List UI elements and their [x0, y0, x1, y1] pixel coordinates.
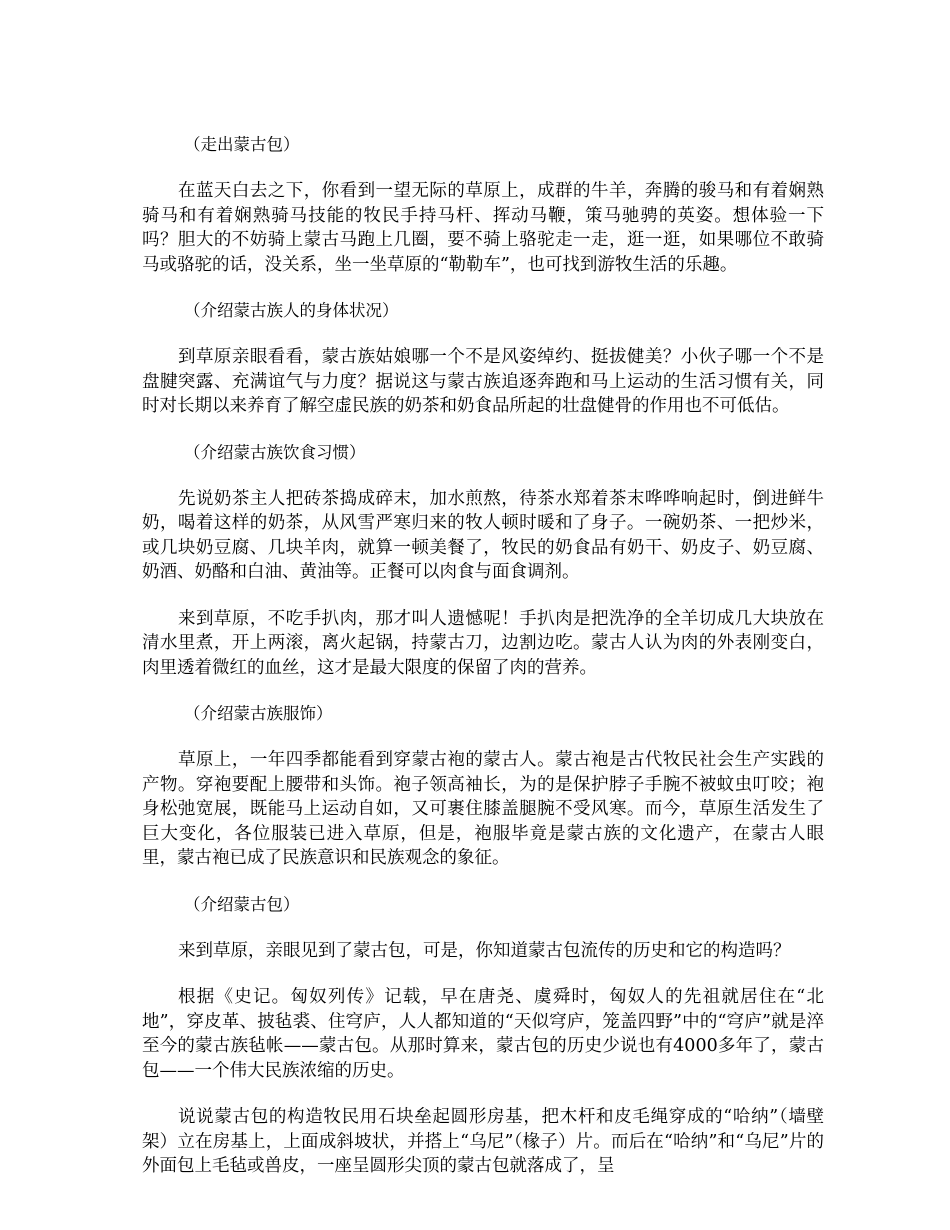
paragraph: 说说蒙古包的构造牧民用石块垒起圆形房基，把木杆和皮毛绳穿成的“哈纳”（墙壁架）立在房基上，上面成斜坡状，并搭上“乌尼”（椽子）片。而后在“哈纳”和“乌尼”片的外面包上毛毡或兽皮，一座呈圆形尖顶的蒙古包就落成了，呈: [142, 1107, 824, 1176]
section-heading: （介绍蒙古族服饰）: [184, 704, 333, 723]
section-heading: （走出蒙古包）: [184, 135, 300, 154]
section-heading: （介绍蒙古包）: [184, 894, 300, 914]
paragraph: 先说奶茶主人把砖茶捣成碎末，加水煎熬，待茶水郑着茶末哗哗响起时，倒进鲜牛奶，喝着这样的奶茶，从风雪严寒归来的牧人顿时暖和了身子。一碗奶茶、一把炒米，或几块奶豆腐、几块羊肉，就算一顿美餐了，牧民的奶食品有奶干、奶皮子、奶豆腐、奶酒、奶酪和白油、黄油等。正餐可以肉食与面食调剂。: [142, 488, 824, 582]
paragraph: 草原上，一年四季都能看到穿蒙古袍的蒙古人。蒙古袍是古代牧民社会生产实践的产物。穿袍要配上腰带和头饰。袍子领高袖长，为的是保护脖子手腕不被蚊虫叮咬；袍身松弛宽展，既能马上运动自如，又可裹住膝盖腿腕不受风寒。而今，草原生活发生了巨大变化，各位服装已进入草原，但是，袍服毕竟是蒙古族的文化遗产，在蒙古人眼里，蒙古袍已成了民族意识和民族观念的象征。: [142, 750, 824, 868]
paragraph: 根据《史记。匈奴列传》记载，早在唐尧、虞舜时，匈奴人的先祖就居住在“北地”，穿皮革、披毡裘、住穹庐，人人都知道的“天似穹庐，笼盖四野”中的“穹庐”就是淬至今的蒙古族毡帐——蒙古包。从那时算来，蒙古包的历史少说也有4000多年了，蒙古包——一个伟大民族浓缩的历史。: [142, 987, 824, 1081]
paragraph: 来到草原，不吃手扒肉，那才叫人遗憾呢！手扒肉是把洗净的全羊切成几大块放在清水里煮，开上两滚，离火起锅，持蒙古刀，边割边吃。蒙古人认为肉的外表刚变白，肉里透着微红的血丝，这才是最大限度的保留了肉的营养。: [142, 608, 824, 678]
section-heading: （介绍蒙古族人的身体状况）: [184, 301, 399, 320]
section-heading: （介绍蒙古族饮食习惯）: [184, 442, 366, 462]
paragraph: 到草原亲眼看看，蒙古族姑娘哪一个不是风姿绰约、挺拔健美？小伙子哪一个不是盘腱突露、充满谊气与力度？据说这与蒙古族追逐奔跑和马上运动的生活习惯有关，同时对长期以来养育了解空虚民族的奶茶和奶食品所起的壮盘健骨的作用也不可低估。: [142, 347, 824, 416]
paragraph: 来到草原，亲眼见到了蒙古包，可是，你知道蒙古包流传的历史和它的构造吗？: [178, 940, 791, 961]
paragraph: 在蓝天白去之下，你看到一望无际的草原上，成群的牛羊，奔腾的骏马和有着娴熟骑马和有着娴熟骑马技能的牧民手持马杆、挥动马鞭，策马驰骋的英姿。想体验一下吗？胆大的不妨骑上蒙古马跑上几圈，要不骑上骆驼走一走，逛一逛，如果哪位不敢骑马或骆驼的话，没关系，坐一坐草原的“勒勒车”，也可找到游牧生活的乐趣。: [142, 181, 824, 275]
document-page: [142, 133, 824, 1179]
